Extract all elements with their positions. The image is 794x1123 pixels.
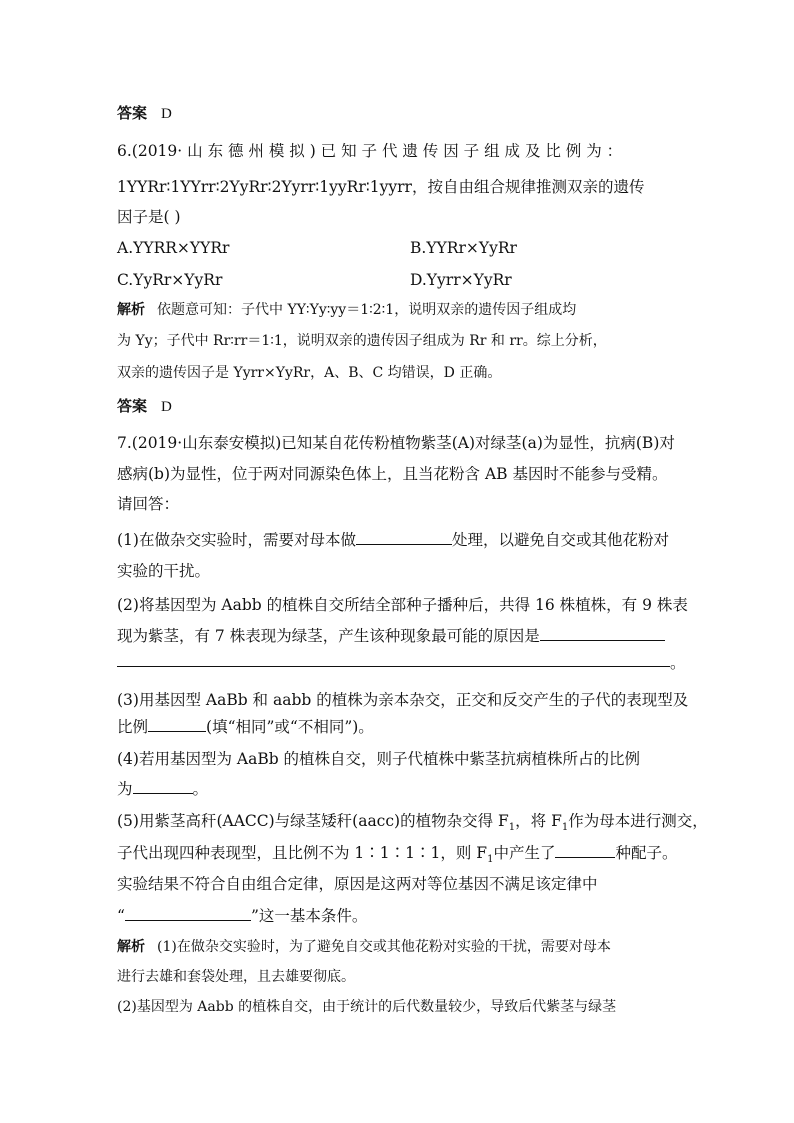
q7-part-3-line-2: 比例 (填“相同”或“不相同”)。	[117, 715, 374, 738]
explanation-text: (1)在做杂交实验时，为了避免自交或其他花粉对实验的干扰，需要对母本	[157, 939, 611, 955]
explanation-text: 依题意可知：子代中 YY∶Yy∶yy＝1∶2∶1，说明双亲的遗传因子组成均	[157, 302, 577, 318]
answer-blank[interactable]	[356, 528, 452, 545]
answer-line-2	[117, 395, 172, 418]
answer-blank-full-line[interactable]	[117, 666, 670, 667]
answer-blank[interactable]	[148, 715, 206, 732]
q7-part-4-line-2: 为 。	[117, 777, 208, 800]
q7-part-4-line-1: (4)若用基因型为 AaBb 的植株自交，则子代植株中紫茎抗病植株所占的比例	[117, 750, 641, 768]
q7-part-2-line-2: 现为紫茎，有 7 株表现为绿茎，产生该种现象最可能的原因是	[117, 624, 665, 647]
answer-value: D	[161, 399, 172, 415]
q7-part-5-line-4: “ ”这一基本条件。	[117, 904, 367, 927]
answer-blank[interactable]	[540, 624, 665, 641]
explanation-7-line-3: (2)基因型为 Aabb 的植株自交，由于统计的后代数量较少，导致后代紫茎与绿茎	[117, 999, 617, 1015]
q7-part-1-line-2: 实验的干扰。	[117, 562, 211, 580]
q7-line-3: 请回答：	[117, 495, 180, 513]
q7-part-3-line-1: (3)用基因型 AaBb 和 aabb 的植株为亲本杂交，正交和反交产生的子代的表现型及	[117, 691, 689, 709]
explanation-label: 解析	[117, 302, 145, 318]
q7-part-2-period: 。	[670, 654, 686, 672]
q7-part-5-line-3: 实验结果不符合自由组合定律，原因是这两对等位基因不满足该定律中	[117, 875, 598, 893]
answer-label: 答案	[117, 397, 148, 415]
answer-blank[interactable]	[125, 904, 251, 921]
explanation-6-line-3: 双亲的遗传因子是 Yyrr×YyRr，A、B、C 均错误，D 正确。	[117, 365, 502, 381]
q6-option-a: A.YYRR×YYRr	[117, 239, 230, 257]
q7-part-1-line-1: (1)在做杂交实验时，需要对母本做 处理，以避免自交或其他花粉对	[117, 528, 669, 551]
explanation-7-line-1	[117, 936, 611, 958]
answer-line-1	[117, 102, 172, 125]
q6-line-1: 6.(2019· 山 东 德 州 模 拟 ) 已 知 子 代 遗 传 因 子 组 成 及 比 例 为 ：	[117, 142, 623, 160]
explanation-label: 解析	[117, 939, 145, 955]
q7-line-2: 感病(b)为显性，位于两对同源染色体上，且当花粉含 AB 基因时不能参与受精。	[117, 465, 668, 483]
q7-part-2-line-1: (2)将基因型为 Aabb 的植株自交所结全部种子播种后，共得 16 株植株，有 9 株表	[117, 596, 688, 614]
q6-option-c: C.YyRr×YyRr	[117, 271, 223, 289]
q7-part-5-line-2: 子代出现四种表现型，且比例不为 1∶1∶1∶1，则 $F_1$中产生了 种配子。	[117, 841, 677, 871]
q6-line-3: 因子是( )	[117, 208, 181, 226]
q6-option-b: B.YYRr×YyRr	[410, 239, 517, 257]
q7-line-1: 7.(2019·山东泰安模拟)已知某自花传粉植物紫茎(A)对绿茎(a)为显性，抗病(B)对	[117, 434, 675, 452]
explanation-7-line-2: 进行去雄和套袋处理，且去雄要彻底。	[117, 969, 355, 985]
answer-label: 答案	[117, 104, 148, 122]
answer-blank[interactable]	[555, 841, 615, 858]
q6-line-2: 1YYRr∶1YYrr∶2YyRr∶2Yyrr∶1yyRr∶1yyrr，按自由组合规律推测双亲的遗传	[117, 178, 645, 196]
q6-option-d: D.Yyrr×YyRr	[410, 271, 512, 289]
explanation-6-line-2: 为 Yy；子代中 Rr∶rr＝1∶1，说明双亲的遗传因子组成为 Rr 和 rr。综上分析，	[117, 333, 607, 349]
answer-blank[interactable]	[133, 777, 193, 794]
answer-value: D	[161, 106, 172, 122]
explanation-6-line-1	[117, 299, 576, 321]
q7-part-5-line-1: (5)用紫茎高秆(AACC)与绿茎矮秆(aacc)的植物杂交得 $F_1$，将 $F_1$作为母本进行测交，	[117, 812, 708, 834]
